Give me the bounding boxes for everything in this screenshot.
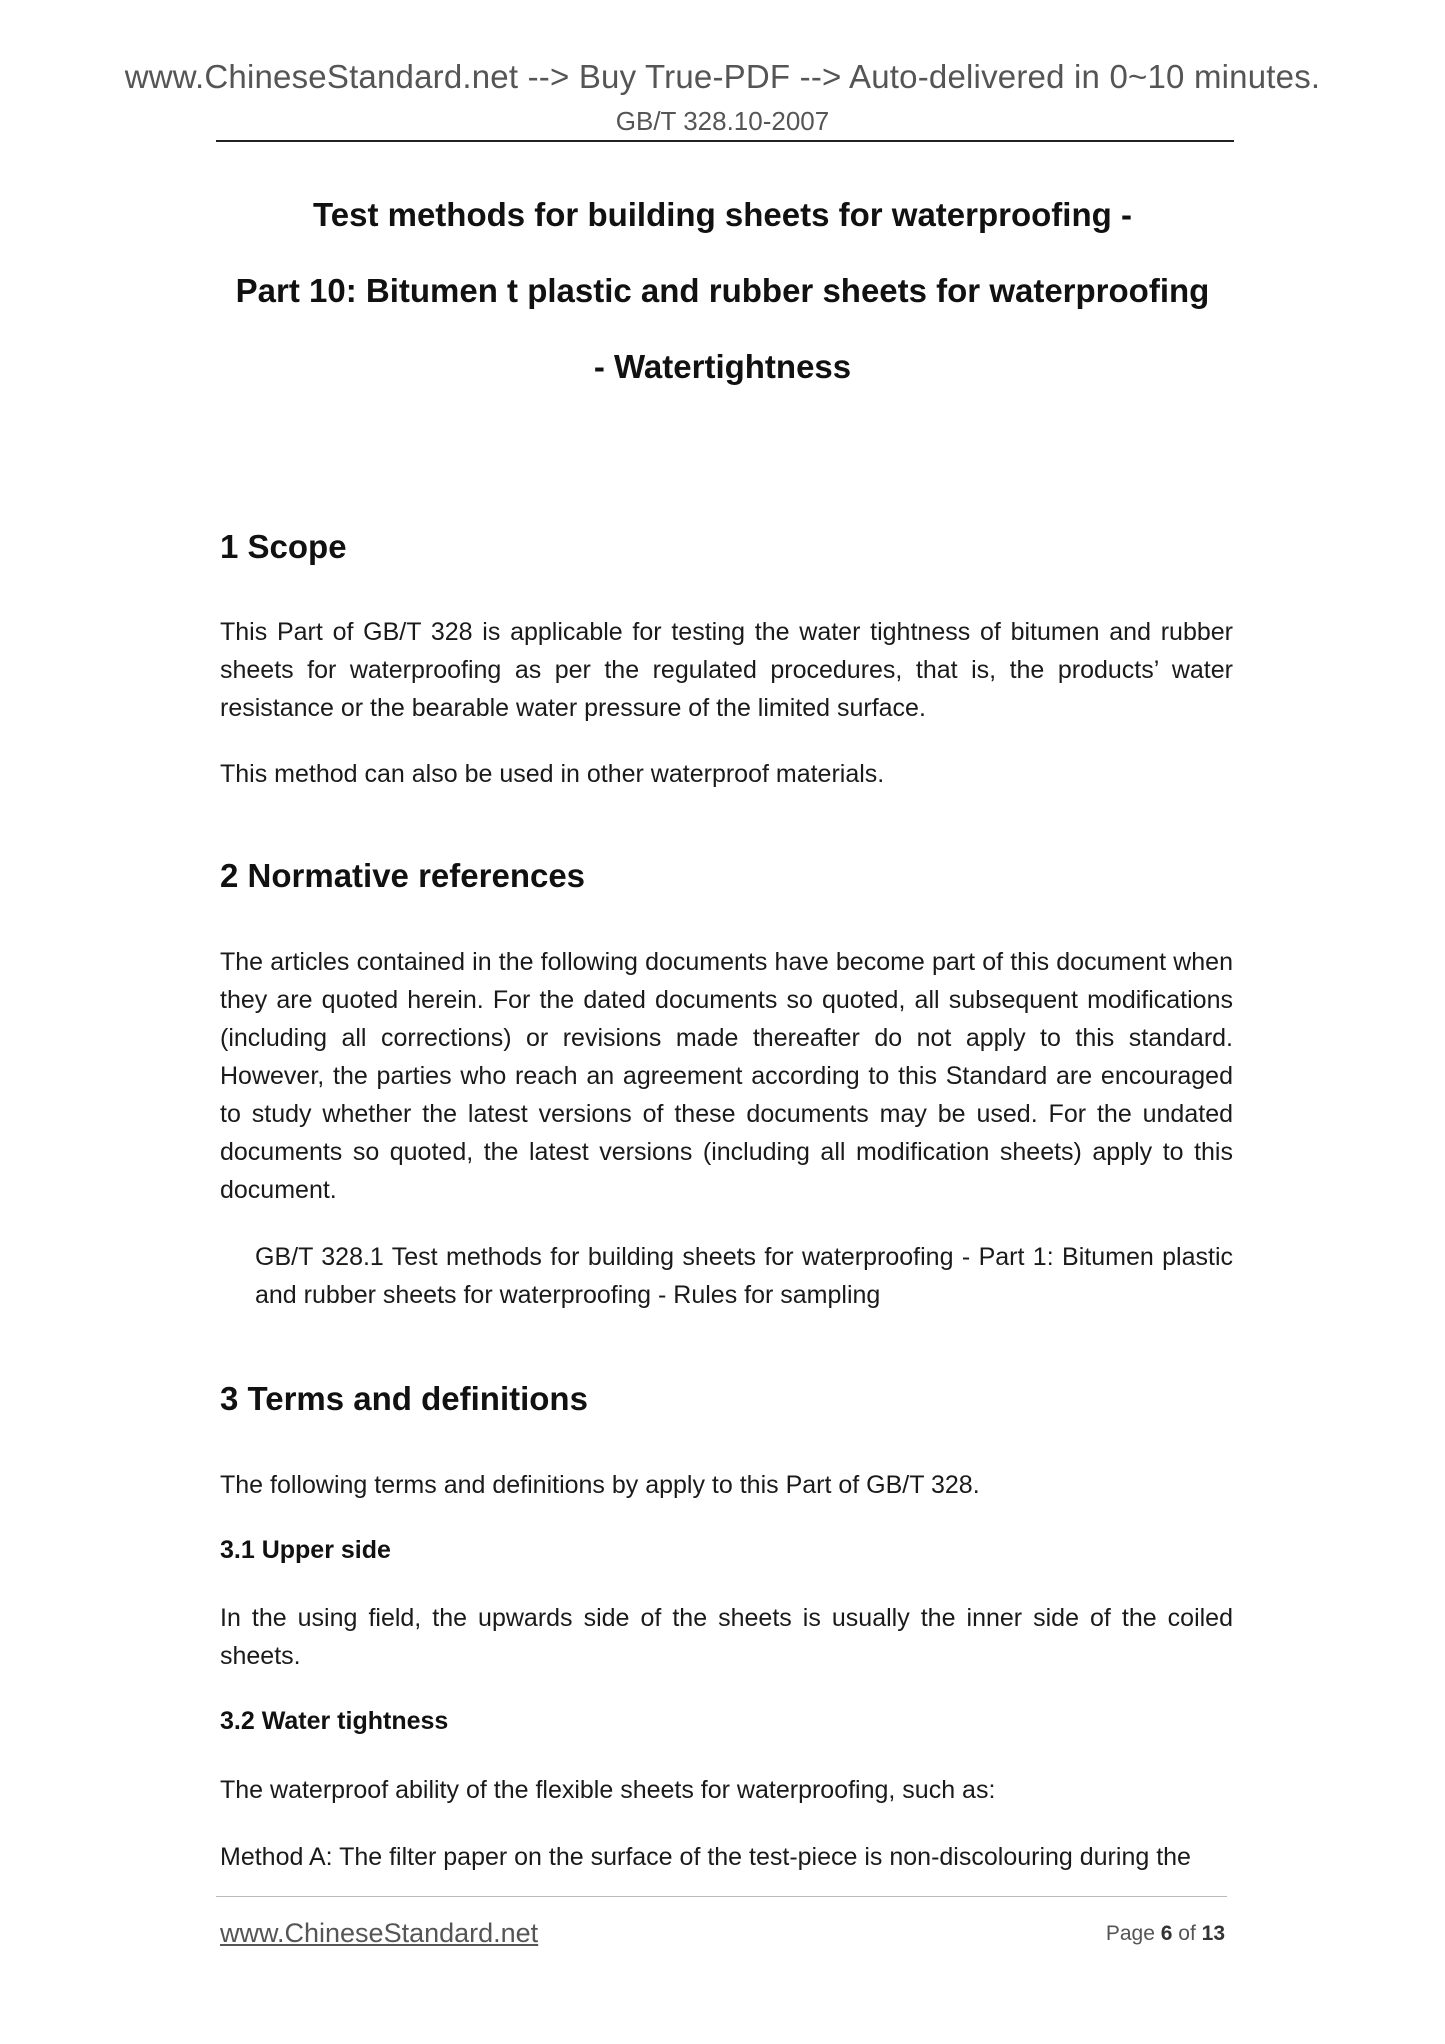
page-total: 13 bbox=[1201, 1922, 1225, 1945]
scope-paragraph: This Part of GB/T 328 is applicable for testing the water tightness of bitumen and rubber sheets for waterproofing as per the regulated procedures, that is, the products’ water resistance or the bearable water pressure of the limited surface. bbox=[220, 618, 1233, 722]
footer-website-link[interactable]: www.ChineseStandard.net bbox=[220, 1918, 539, 1948]
page-label: Page bbox=[1105, 1922, 1155, 1945]
footer-divider bbox=[216, 1896, 1227, 1897]
header-banner: www.ChineseStandard.net --> Buy True-PDF --> Auto-delivered in 0~10 minutes. bbox=[124, 58, 1321, 95]
terms-intro-paragraph: The following terms and definitions by apply to this Part of GB/T 328. bbox=[220, 1471, 980, 1499]
document-title-line-1: Test methods for building sheets for waterproofing - bbox=[313, 196, 1132, 233]
term-definition-water-tightness: The waterproof ability of the flexible sheets for waterproofing, such as: bbox=[220, 1776, 996, 1804]
method-a-paragraph: Method A: The filter paper on the surface of the test-piece is non-discolouring during the bbox=[220, 1843, 1191, 1871]
normative-references-paragraph: The articles contained in the following documents have become part of this document when they are quoted herein. For the dated documents so quoted, all subsequent modifications (including all corrections) or revisions made thereafter do not apply to this standard. However, the parties who reach an agreement according to this Standard are encouraged to study whether the latest versions of these documents may be used. For the undated documents so quoted, the latest versions (including all modification sheets) apply to this document. bbox=[220, 948, 1233, 1204]
section-heading-terms: 3 Terms and definitions bbox=[220, 1380, 588, 1417]
term-heading-upper-side: 3.1 Upper side bbox=[220, 1536, 391, 1564]
page-number bbox=[1106, 1922, 1225, 1946]
term-definition-upper-side: In the using field, the upwards side of the sheets is usually the inner side of the coiled sheets. bbox=[220, 1604, 1233, 1670]
standard-code: GB/T 328.10-2007 bbox=[615, 106, 830, 136]
document-title-line-3: - Watertightness bbox=[593, 348, 852, 385]
term-heading-water-tightness: 3.2 Water tightness bbox=[220, 1707, 449, 1735]
section-heading-normative-references: 2 Normative references bbox=[220, 857, 586, 894]
page-of-label: of bbox=[1178, 1922, 1196, 1945]
section-heading-scope: 1 Scope bbox=[220, 528, 347, 565]
document-title-line-2: Part 10: Bitumen t plastic and rubber sheets for waterproofing bbox=[235, 272, 1210, 309]
scope-paragraph-2: This method can also be used in other waterproof materials. bbox=[220, 760, 885, 788]
page-current: 6 bbox=[1160, 1922, 1173, 1945]
header-divider bbox=[216, 140, 1234, 142]
normative-reference-item: GB/T 328.1 Test methods for building sheets for waterproofing - Part 1: Bitumen plastic and rubber sheets for waterproofing - Rules for sampling bbox=[255, 1243, 1233, 1309]
